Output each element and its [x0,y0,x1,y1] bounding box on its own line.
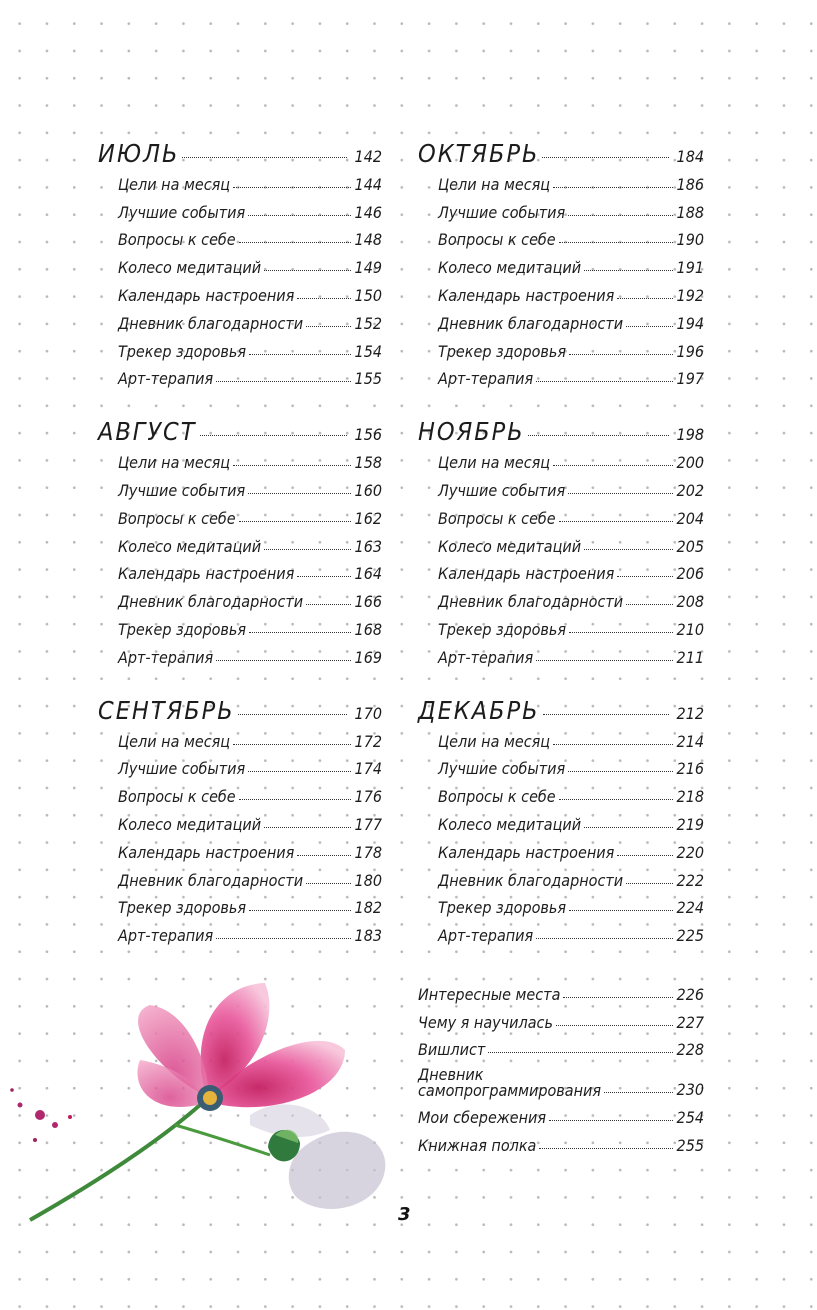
entry-page: 162 [354,508,382,528]
entry-label: Арт-терапия [438,369,534,389]
entry-label: Календарь настроения [438,285,615,305]
toc-section-november [418,398,704,666]
month-page: 170 [354,703,382,723]
toc-entry[interactable] [438,194,704,222]
entry-label: Цели на месяц [118,453,231,473]
toc-entry[interactable] [418,1004,704,1032]
leader-dots [216,381,350,382]
entry-label: Арт-терапия [118,369,214,389]
toc-entry[interactable] [118,528,382,556]
entry-page: 186 [676,174,704,194]
entry-page: 219 [676,814,704,834]
leader-dots [306,883,350,884]
entry-label: Колесо медитаций [118,536,262,556]
toc-entry[interactable] [118,862,382,890]
entry-page: 222 [676,870,704,890]
leader-dots [617,298,672,299]
entry-label: Цели на месяц [118,174,231,194]
entry-page: 210 [676,619,704,639]
entry-label: Лучшие события [118,480,246,500]
toc-entry[interactable] [438,249,704,277]
toc-section-december [418,677,704,945]
toc-entry[interactable] [438,890,704,918]
toc-entry[interactable] [418,976,704,1004]
entry-page: 150 [354,285,382,305]
leader-dots [617,855,672,856]
entry-page: 200 [676,453,704,473]
month-heading[interactable] [98,120,382,166]
month-heading[interactable] [418,398,704,447]
entry-page: 254 [676,1108,704,1128]
entry-label: Интересные места [418,984,561,1004]
flower-illustration [0,965,400,1235]
toc-entry[interactable] [438,751,704,779]
leader-dots [297,576,350,577]
month-heading[interactable] [98,398,382,447]
entry-page: 227 [676,1012,704,1032]
toc-entry[interactable] [438,361,704,389]
leader-dots [559,242,673,243]
leader-dots [568,493,672,494]
month-name: СЕНТЯБРЬ [98,695,235,725]
entry-label: Арт-терапия [438,926,534,946]
entry-page: 188 [676,202,704,222]
month-page: 142 [354,146,382,166]
entry-page: 176 [354,787,382,807]
entry-page: 220 [676,842,704,862]
leader-dots [239,799,351,800]
leader-dots [543,714,669,715]
entry-page: 148 [354,230,382,250]
entry-page: 226 [676,984,704,1004]
toc-entry[interactable] [118,639,382,667]
entry-label: Вопросы к себе [438,508,556,528]
entry-label: Вопросы к себе [438,230,556,250]
leader-dots [297,855,350,856]
entry-label: Вопросы к себе [118,508,236,528]
entry-page: 180 [354,870,382,890]
entry-page: 196 [676,341,704,361]
entry-page: 230 [676,1080,704,1100]
leader-dots [536,938,672,939]
leader-dots [626,604,672,605]
entry-page: 149 [354,258,382,278]
leader-dots [604,1092,673,1093]
leader-dots [617,576,672,577]
leader-dots [553,187,672,188]
entry-page: 205 [676,536,704,556]
leader-dots [264,549,350,550]
toc-entry[interactable] [418,1059,704,1099]
toc-entry[interactable] [438,778,704,806]
toc-section-august [98,398,382,666]
toc-entry[interactable] [118,361,382,389]
toc-entry[interactable] [438,277,704,305]
entry-page: 255 [676,1135,704,1155]
leader-dots [584,827,672,828]
entry-label: Мои сбережения [418,1108,547,1128]
toc-entry[interactable] [118,222,382,250]
leader-dots [569,910,672,911]
leader-dots [569,632,672,633]
toc-entry[interactable] [438,500,704,528]
leader-dots [249,354,350,355]
entry-label: Колесо медитаций [118,258,262,278]
entry-label: Лучшие события [118,759,246,779]
leader-dots [568,771,672,772]
entry-label: Лучшие события [438,759,566,779]
toc-items [418,723,704,945]
entry-label: Арт-терапия [118,926,214,946]
leader-dots [536,381,672,382]
leader-dots [248,215,350,216]
entry-page: 197 [676,369,704,389]
leader-dots [239,521,351,522]
month-page: 212 [676,703,704,723]
toc-entry[interactable] [438,917,704,945]
entry-label: Книжная полка [418,1135,537,1155]
leader-dots [542,157,668,158]
toc-entry[interactable] [118,194,382,222]
entry-label: Календарь настроения [118,564,295,584]
month-page: 156 [354,425,382,445]
entry-page: 164 [354,564,382,584]
entry-page: 146 [354,202,382,222]
entry-page: 166 [354,592,382,612]
leader-dots [249,910,350,911]
toc-entry[interactable] [438,723,704,751]
leader-dots [248,771,350,772]
entry-page: 169 [354,647,382,667]
entry-page: 183 [354,926,382,946]
toc-entry[interactable] [118,806,382,834]
entry-label: Календарь настроения [118,842,295,862]
entry-page: 206 [676,564,704,584]
toc-entry[interactable] [118,917,382,945]
toc-entry[interactable] [118,333,382,361]
toc-entry[interactable] [118,472,382,500]
entry-page: 228 [676,1040,704,1060]
toc-entry[interactable] [118,751,382,779]
toc-entry[interactable] [118,166,382,194]
month-heading[interactable] [418,677,704,723]
toc-items [98,723,382,945]
entry-label: Колесо медитаций [438,536,582,556]
entry-label: Колесо медитаций [438,814,582,834]
leader-dots [626,883,672,884]
entry-label: Дневник благодарности [438,313,624,333]
leader-dots [264,827,350,828]
toc-entry[interactable] [438,166,704,194]
leader-dots [200,435,347,436]
leader-dots [238,714,347,715]
leader-dots [182,157,346,158]
toc-entry[interactable] [118,305,382,333]
toc-entry[interactable] [118,723,382,751]
leader-dots [584,270,672,271]
leader-dots [568,215,672,216]
toc-entry[interactable] [438,639,704,667]
entry-label: Чему я научилась [418,1012,553,1032]
entry-label [418,1067,601,1099]
toc-entry[interactable] [438,472,704,500]
toc-entry[interactable] [118,890,382,918]
page-number: 3 [398,1204,411,1225]
entry-label: Арт-терапия [438,647,534,667]
entry-page: 202 [676,480,704,500]
entry-label: Вопросы к себе [438,787,556,807]
toc-entry[interactable] [418,1127,704,1155]
leader-dots [216,938,350,939]
entry-page: 214 [676,731,704,751]
month-name: ДЕКАБРЬ [418,695,540,725]
toc-left-column [98,120,382,955]
entry-label: Цели на месяц [438,453,551,473]
toc-section-july [98,120,382,388]
leader-dots [559,799,673,800]
toc-entry[interactable] [438,611,704,639]
leader-dots [248,493,350,494]
entry-page: 172 [354,731,382,751]
leader-dots [553,465,672,466]
entry-page: 163 [354,536,382,556]
month-name: ИЮЛЬ [98,139,180,168]
entry-label: Арт-терапия [118,647,214,667]
toc-entry[interactable] [438,222,704,250]
entry-page: 155 [354,369,382,389]
month-name: ОКТЯБРЬ [418,139,540,168]
entry-page: 225 [676,926,704,946]
leader-dots [488,1052,672,1053]
entry-label: Дневник благодарности [438,592,624,612]
month-heading[interactable] [98,677,382,723]
leader-dots [563,997,672,998]
entry-label: Вопросы к себе [118,230,236,250]
toc-entry[interactable] [438,806,704,834]
entry-label: Календарь настроения [438,564,615,584]
leader-dots [556,1025,673,1026]
entry-page: 218 [676,787,704,807]
entry-label: Трекер здоровья [118,341,247,361]
entry-label: Лучшие события [438,202,566,222]
entry-page: 211 [676,647,704,667]
leader-dots [233,744,350,745]
entry-label: Цели на месяц [438,174,551,194]
entry-page: 192 [676,285,704,305]
entry-label: Трекер здоровья [438,619,567,639]
month-page: 184 [676,146,704,166]
toc-section-october [418,120,704,388]
entry-label: Календарь настроения [118,285,295,305]
entry-page: 190 [676,230,704,250]
entry-page: 174 [354,759,382,779]
entry-page: 158 [354,453,382,473]
entry-label: Трекер здоровья [438,898,567,918]
entry-label: Трекер здоровья [118,619,247,639]
toc-items [418,166,704,388]
toc-extras [418,976,704,1155]
leader-dots [536,660,672,661]
toc-entry[interactable] [438,528,704,556]
entry-page: 154 [354,341,382,361]
toc-entry[interactable] [418,1099,704,1127]
month-name: АВГУСТ [98,417,197,447]
entry-label: Лучшие события [118,202,246,222]
toc-entry[interactable] [438,583,704,611]
toc-entry[interactable] [118,249,382,277]
toc-section-september [98,677,382,945]
entry-label: Календарь настроения [438,842,615,862]
entry-page: 208 [676,592,704,612]
entry-label: Лучшие события [438,480,566,500]
leader-dots [626,326,672,327]
toc-entry[interactable] [118,500,382,528]
toc-entry[interactable] [438,305,704,333]
month-page: 198 [676,425,704,445]
toc-entry[interactable] [418,1032,704,1060]
toc-entry[interactable] [118,611,382,639]
toc-entry[interactable] [118,834,382,862]
entry-page: 168 [354,619,382,639]
toc-entry[interactable] [118,556,382,584]
entry-label: Трекер здоровья [438,341,567,361]
leader-dots [297,298,350,299]
toc-items [98,444,382,666]
entry-label: Колесо медитаций [438,258,582,278]
entry-page: 182 [354,898,382,918]
entry-page: 178 [354,842,382,862]
entry-label: Дневник благодарности [118,313,304,333]
toc-entry[interactable] [438,444,704,472]
leader-dots [569,354,672,355]
leader-dots [553,744,672,745]
entry-label: Дневник благодарности [438,870,624,890]
month-heading[interactable] [418,120,704,166]
entry-label-line1: Дневник [418,1065,484,1085]
entry-label: Дневник благодарности [118,870,304,890]
entry-label-line2: самопрограммирования [418,1081,602,1101]
leader-dots [306,604,350,605]
toc-entry[interactable] [118,778,382,806]
entry-label: Вишлист [418,1040,486,1060]
entry-label: Колесо медитаций [118,814,262,834]
entry-page: 204 [676,508,704,528]
leader-dots [549,1120,672,1121]
leader-dots [539,1148,672,1149]
toc-entry[interactable] [118,444,382,472]
toc-items [418,444,704,666]
month-name: НОЯБРЬ [418,417,525,447]
leader-dots [216,660,350,661]
entry-label: Цели на месяц [118,731,231,751]
entry-page: 191 [676,258,704,278]
toc-items [98,166,382,388]
entry-label: Трекер здоровья [118,898,247,918]
toc-entry[interactable] [438,862,704,890]
toc-entry[interactable] [118,277,382,305]
toc-entry[interactable] [438,556,704,584]
leader-dots [584,549,672,550]
entry-page: 177 [354,814,382,834]
entry-page: 216 [676,759,704,779]
leader-dots [528,435,669,436]
leader-dots [559,521,673,522]
leader-dots [233,465,350,466]
leader-dots [264,270,350,271]
entry-page: 160 [354,480,382,500]
toc-right-column [418,120,704,955]
entry-page: 194 [676,313,704,333]
entry-page: 224 [676,898,704,918]
entry-label: Вопросы к себе [118,787,236,807]
toc-entry[interactable] [438,834,704,862]
entry-label: Дневник благодарности [118,592,304,612]
toc-entry[interactable] [438,333,704,361]
leader-dots [233,187,350,188]
toc-entry[interactable] [118,583,382,611]
leader-dots [249,632,350,633]
entry-page: 144 [354,174,382,194]
entry-label: Цели на месяц [438,731,551,751]
leader-dots [239,242,351,243]
leader-dots [306,326,350,327]
entry-page: 152 [354,313,382,333]
